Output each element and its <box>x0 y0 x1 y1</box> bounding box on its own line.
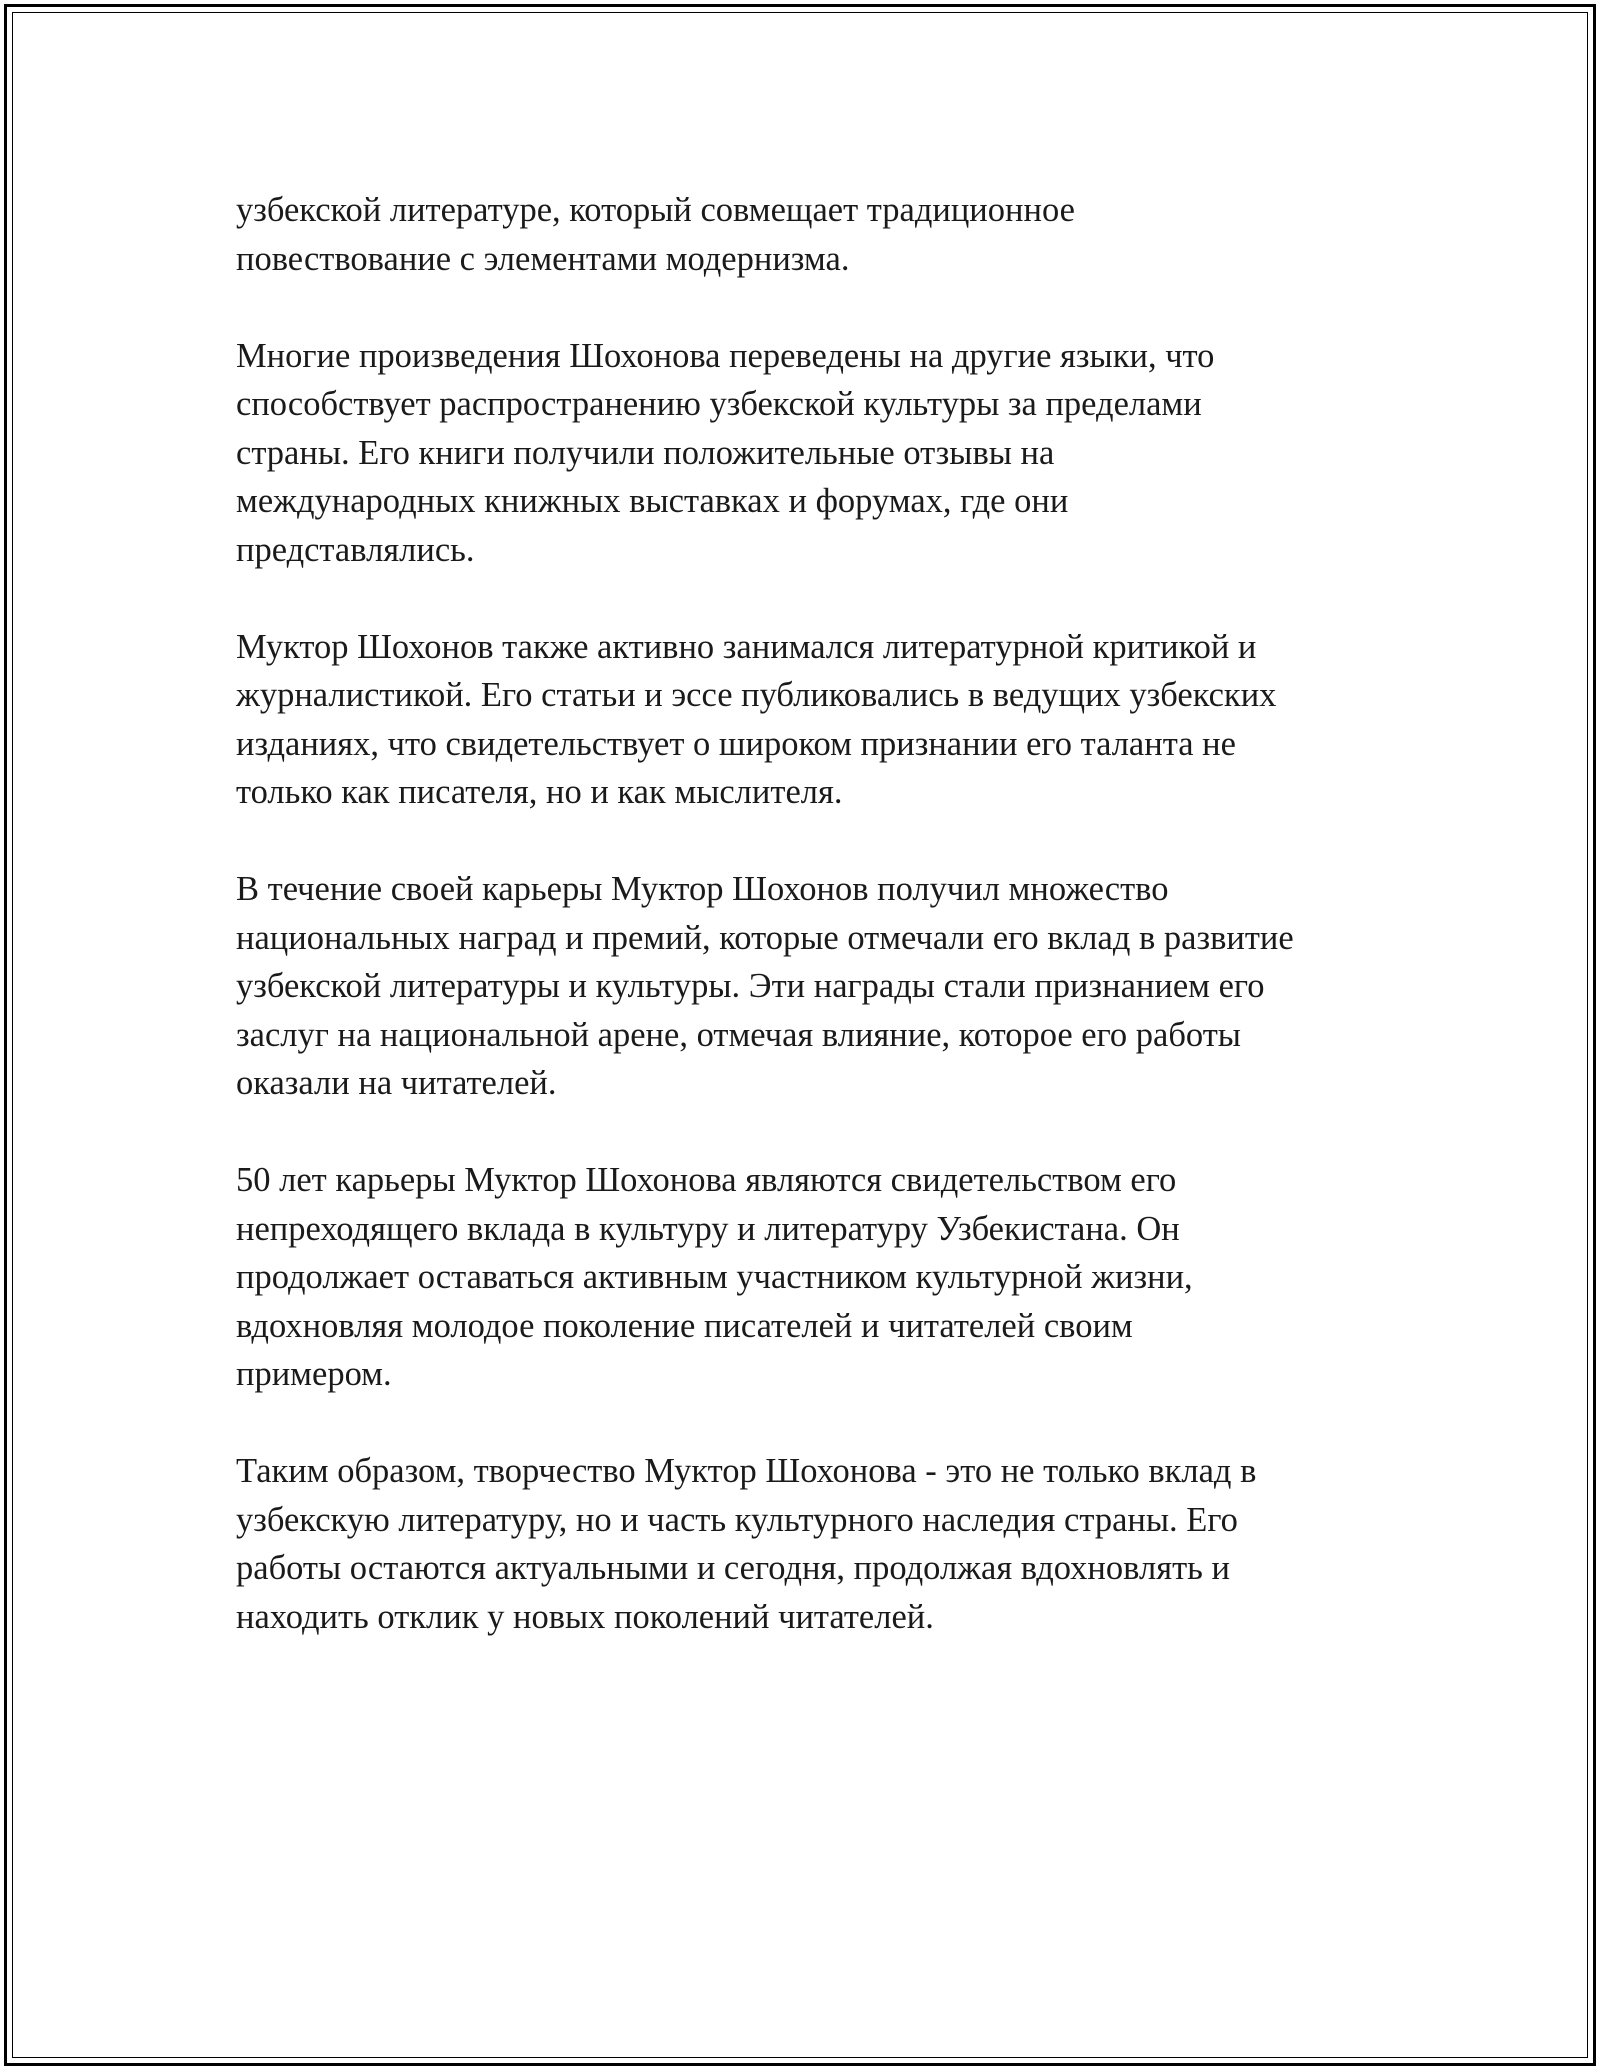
paragraph-3: Муктор Шохонов также активно занимался литературной критикой и журналистикой. Его статьи и эссе публиковались в ведущих узбекских изданиях, что свидетельствует о широком признании его таланта не только как писателя, но и как мыслителя. <box>236 627 1277 811</box>
document-body <box>236 186 1386 1641</box>
paragraph-2: Многие произведения Шохонова переведены на другие языки, что способствует распространению узбекской культуры за пределами страны. Его книги получили положительные отзывы на международных книжных выставках и форумах, где они представлялись. <box>236 336 1215 569</box>
paragraph-5: 50 лет карьеры Муктор Шохонова являются свидетельством его непреходящего вклада в культуру и литературу Узбекистана. Он продолжает оставаться активным участником культурной жизни, вдохновляя молодое поколение писателей и читателей своим примером. <box>236 1161 1193 1393</box>
paragraph-4: В течение своей карьеры Муктор Шохонов получил множество национальных наград и премий, которые отмечали его вклад в развитие узбекской литературы и культуры. Эти награды стали признанием его заслуг на национальной арене, отмечая влияние, которое его работы оказали на читателей. <box>236 870 1294 1102</box>
paragraph-6: Таким образом, творчество Муктор Шохонова - это не только вклад в узбекскую литературу, но и часть культурного наследия страны. Его работы остаются актуальными и сегодня, продолжая вдохновлять и находить отклик у новых поколений читателей. <box>236 1452 1257 1636</box>
paragraph-1: узбекской литературе, который совмещает традиционное повествование с элементами модернизма. <box>236 191 1075 278</box>
